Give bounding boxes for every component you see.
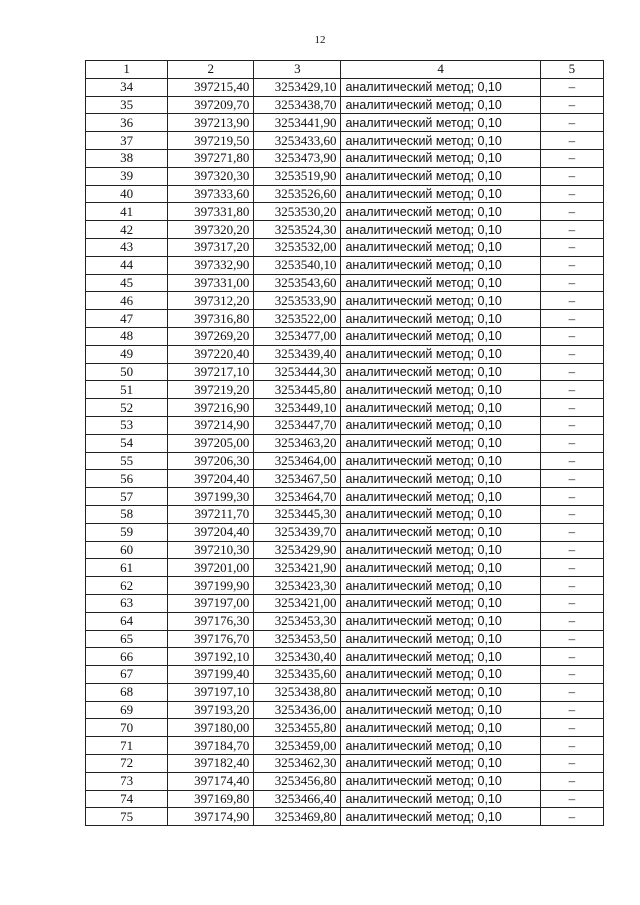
x-coordinate-cell: 397176,70	[168, 630, 254, 648]
method-accuracy-cell: аналитический метод; 0,10	[341, 399, 540, 417]
method-accuracy-cell: аналитический метод; 0,10	[341, 327, 540, 345]
note-cell: –	[540, 310, 603, 328]
note-cell: –	[540, 114, 603, 132]
point-number-cell: 73	[86, 772, 168, 790]
table-row	[86, 256, 604, 274]
method-accuracy-cell: аналитический метод; 0,10	[341, 523, 540, 541]
point-number-cell: 43	[86, 238, 168, 256]
table-row	[86, 577, 604, 595]
x-coordinate-cell: 397169,80	[168, 790, 254, 808]
y-coordinate-cell: 3253429,10	[254, 78, 341, 96]
table-row	[86, 345, 604, 363]
table-row	[86, 737, 604, 755]
note-cell: –	[540, 772, 603, 790]
method-accuracy-cell: аналитический метод; 0,10	[341, 737, 540, 755]
y-coordinate-cell: 3253519,90	[254, 167, 341, 185]
point-number-cell: 39	[86, 167, 168, 185]
point-number-cell: 53	[86, 416, 168, 434]
method-accuracy-cell: аналитический метод; 0,10	[341, 790, 540, 808]
note-cell: –	[540, 452, 603, 470]
point-number-cell: 65	[86, 630, 168, 648]
table-row	[86, 612, 604, 630]
point-number-cell: 69	[86, 701, 168, 719]
table-row	[86, 114, 604, 132]
y-coordinate-cell: 3253533,90	[254, 292, 341, 310]
x-coordinate-cell: 397206,30	[168, 452, 254, 470]
note-cell: –	[540, 755, 603, 773]
y-coordinate-cell: 3253540,10	[254, 256, 341, 274]
table-row	[86, 167, 604, 185]
y-coordinate-cell: 3253423,30	[254, 577, 341, 595]
method-accuracy-cell: аналитический метод; 0,10	[341, 434, 540, 452]
x-coordinate-cell: 397213,90	[168, 114, 254, 132]
note-cell: –	[540, 630, 603, 648]
note-cell: –	[540, 505, 603, 523]
method-accuracy-cell: аналитический метод; 0,10	[341, 149, 540, 167]
y-coordinate-cell: 3253441,90	[254, 114, 341, 132]
note-cell: –	[540, 790, 603, 808]
table-row	[86, 683, 604, 701]
table-row	[86, 648, 604, 666]
note-cell: –	[540, 203, 603, 221]
method-accuracy-cell: аналитический метод; 0,10	[341, 701, 540, 719]
point-number-cell: 64	[86, 612, 168, 630]
note-cell: –	[540, 381, 603, 399]
point-number-cell: 48	[86, 327, 168, 345]
x-coordinate-cell: 397332,90	[168, 256, 254, 274]
point-number-cell: 70	[86, 719, 168, 737]
point-number-cell: 75	[86, 808, 168, 826]
table-header	[86, 61, 604, 79]
x-coordinate-cell: 397269,20	[168, 327, 254, 345]
point-number-cell: 34	[86, 78, 168, 96]
method-accuracy-cell: аналитический метод; 0,10	[341, 755, 540, 773]
table-row	[86, 488, 604, 506]
x-coordinate-cell: 397192,10	[168, 648, 254, 666]
method-accuracy-cell: аналитический метод; 0,10	[341, 541, 540, 559]
note-cell: –	[540, 327, 603, 345]
point-number-cell: 36	[86, 114, 168, 132]
table-row	[86, 149, 604, 167]
y-coordinate-cell: 3253530,20	[254, 203, 341, 221]
x-coordinate-cell: 397214,90	[168, 416, 254, 434]
point-number-cell: 51	[86, 381, 168, 399]
column-header-5: 5	[540, 61, 603, 79]
table-row	[86, 630, 604, 648]
x-coordinate-cell: 397199,90	[168, 577, 254, 595]
y-coordinate-cell: 3253543,60	[254, 274, 341, 292]
note-cell: –	[540, 737, 603, 755]
table-row	[86, 452, 604, 470]
x-coordinate-cell: 397197,00	[168, 594, 254, 612]
note-cell: –	[540, 612, 603, 630]
method-accuracy-cell: аналитический метод; 0,10	[341, 719, 540, 737]
y-coordinate-cell: 3253438,80	[254, 683, 341, 701]
table-row	[86, 363, 604, 381]
x-coordinate-cell: 397197,10	[168, 683, 254, 701]
note-cell: –	[540, 238, 603, 256]
method-accuracy-cell: аналитический метод; 0,10	[341, 185, 540, 203]
y-coordinate-cell: 3253429,90	[254, 541, 341, 559]
method-accuracy-cell: аналитический метод; 0,10	[341, 78, 540, 96]
y-coordinate-cell: 3253463,20	[254, 434, 341, 452]
y-coordinate-cell: 3253466,40	[254, 790, 341, 808]
table-row	[86, 132, 604, 150]
y-coordinate-cell: 3253455,80	[254, 719, 341, 737]
method-accuracy-cell: аналитический метод; 0,10	[341, 345, 540, 363]
table-row	[86, 310, 604, 328]
x-coordinate-cell: 397182,40	[168, 755, 254, 773]
y-coordinate-cell: 3253445,80	[254, 381, 341, 399]
table-row	[86, 666, 604, 684]
note-cell: –	[540, 541, 603, 559]
point-number-cell: 66	[86, 648, 168, 666]
note-cell: –	[540, 577, 603, 595]
table-row	[86, 505, 604, 523]
point-number-cell: 55	[86, 452, 168, 470]
table-row	[86, 772, 604, 790]
table-row	[86, 203, 604, 221]
table-row	[86, 292, 604, 310]
coordinates-table	[85, 60, 604, 826]
y-coordinate-cell: 3253524,30	[254, 221, 341, 239]
y-coordinate-cell: 3253430,40	[254, 648, 341, 666]
table-row	[86, 790, 604, 808]
table-row	[86, 594, 604, 612]
y-coordinate-cell: 3253444,30	[254, 363, 341, 381]
note-cell: –	[540, 399, 603, 417]
page-number: 12	[314, 34, 326, 46]
note-cell: –	[540, 345, 603, 363]
method-accuracy-cell: аналитический метод; 0,10	[341, 559, 540, 577]
method-accuracy-cell: аналитический метод; 0,10	[341, 488, 540, 506]
x-coordinate-cell: 397316,80	[168, 310, 254, 328]
point-number-cell: 45	[86, 274, 168, 292]
y-coordinate-cell: 3253453,30	[254, 612, 341, 630]
y-coordinate-cell: 3253447,70	[254, 416, 341, 434]
method-accuracy-cell: аналитический метод; 0,10	[341, 772, 540, 790]
point-number-cell: 72	[86, 755, 168, 773]
y-coordinate-cell: 3253473,90	[254, 149, 341, 167]
y-coordinate-cell: 3253445,30	[254, 505, 341, 523]
point-number-cell: 40	[86, 185, 168, 203]
x-coordinate-cell: 397215,40	[168, 78, 254, 96]
y-coordinate-cell: 3253532,00	[254, 238, 341, 256]
note-cell: –	[540, 594, 603, 612]
y-coordinate-cell: 3253438,70	[254, 96, 341, 114]
y-coordinate-cell: 3253526,60	[254, 185, 341, 203]
y-coordinate-cell: 3253459,00	[254, 737, 341, 755]
x-coordinate-cell: 397199,40	[168, 666, 254, 684]
note-cell: –	[540, 292, 603, 310]
note-cell: –	[540, 132, 603, 150]
note-cell: –	[540, 434, 603, 452]
point-number-cell: 50	[86, 363, 168, 381]
note-cell: –	[540, 488, 603, 506]
x-coordinate-cell: 397211,70	[168, 505, 254, 523]
table-row	[86, 238, 604, 256]
note-cell: –	[540, 470, 603, 488]
x-coordinate-cell: 397317,20	[168, 238, 254, 256]
point-number-cell: 60	[86, 541, 168, 559]
point-number-cell: 68	[86, 683, 168, 701]
point-number-cell: 44	[86, 256, 168, 274]
table-row	[86, 221, 604, 239]
point-number-cell: 38	[86, 149, 168, 167]
note-cell: –	[540, 221, 603, 239]
x-coordinate-cell: 397184,70	[168, 737, 254, 755]
y-coordinate-cell: 3253453,50	[254, 630, 341, 648]
column-header-3: 3	[254, 61, 341, 79]
method-accuracy-cell: аналитический метод; 0,10	[341, 630, 540, 648]
point-number-cell: 37	[86, 132, 168, 150]
point-number-cell: 74	[86, 790, 168, 808]
method-accuracy-cell: аналитический метод; 0,10	[341, 167, 540, 185]
method-accuracy-cell: аналитический метод; 0,10	[341, 648, 540, 666]
method-accuracy-cell: аналитический метод; 0,10	[341, 452, 540, 470]
y-coordinate-cell: 3253456,80	[254, 772, 341, 790]
method-accuracy-cell: аналитический метод; 0,10	[341, 505, 540, 523]
table-row	[86, 719, 604, 737]
x-coordinate-cell: 397199,30	[168, 488, 254, 506]
note-cell: –	[540, 363, 603, 381]
table-row	[86, 755, 604, 773]
point-number-cell: 46	[86, 292, 168, 310]
point-number-cell: 62	[86, 577, 168, 595]
point-number-cell: 49	[86, 345, 168, 363]
y-coordinate-cell: 3253421,00	[254, 594, 341, 612]
x-coordinate-cell: 397217,10	[168, 363, 254, 381]
note-cell: –	[540, 701, 603, 719]
table-row	[86, 808, 604, 826]
table-row	[86, 78, 604, 96]
table-row	[86, 523, 604, 541]
table-body	[86, 78, 604, 825]
note-cell: –	[540, 523, 603, 541]
note-cell: –	[540, 559, 603, 577]
x-coordinate-cell: 397204,40	[168, 523, 254, 541]
y-coordinate-cell: 3253433,60	[254, 132, 341, 150]
method-accuracy-cell: аналитический метод; 0,10	[341, 363, 540, 381]
note-cell: –	[540, 78, 603, 96]
y-coordinate-cell: 3253477,00	[254, 327, 341, 345]
point-number-cell: 71	[86, 737, 168, 755]
table-row	[86, 381, 604, 399]
table-row	[86, 327, 604, 345]
x-coordinate-cell: 397219,50	[168, 132, 254, 150]
method-accuracy-cell: аналитический метод; 0,10	[341, 96, 540, 114]
table-row	[86, 185, 604, 203]
note-cell: –	[540, 149, 603, 167]
y-coordinate-cell: 3253464,00	[254, 452, 341, 470]
y-coordinate-cell: 3253439,70	[254, 523, 341, 541]
x-coordinate-cell: 397193,20	[168, 701, 254, 719]
point-number-cell: 52	[86, 399, 168, 417]
method-accuracy-cell: аналитический метод; 0,10	[341, 416, 540, 434]
note-cell: –	[540, 719, 603, 737]
x-coordinate-cell: 397201,00	[168, 559, 254, 577]
method-accuracy-cell: аналитический метод; 0,10	[341, 221, 540, 239]
y-coordinate-cell: 3253467,50	[254, 470, 341, 488]
method-accuracy-cell: аналитический метод; 0,10	[341, 666, 540, 684]
x-coordinate-cell: 397271,80	[168, 149, 254, 167]
method-accuracy-cell: аналитический метод; 0,10	[341, 612, 540, 630]
table-row	[86, 470, 604, 488]
table-row	[86, 96, 604, 114]
x-coordinate-cell: 397209,70	[168, 96, 254, 114]
point-number-cell: 35	[86, 96, 168, 114]
table-row	[86, 399, 604, 417]
x-coordinate-cell: 397219,20	[168, 381, 254, 399]
method-accuracy-cell: аналитический метод; 0,10	[341, 274, 540, 292]
y-coordinate-cell: 3253439,40	[254, 345, 341, 363]
point-number-cell: 56	[86, 470, 168, 488]
note-cell: –	[540, 648, 603, 666]
note-cell: –	[540, 416, 603, 434]
table-row	[86, 434, 604, 452]
y-coordinate-cell: 3253435,60	[254, 666, 341, 684]
note-cell: –	[540, 683, 603, 701]
method-accuracy-cell: аналитический метод; 0,10	[341, 203, 540, 221]
y-coordinate-cell: 3253522,00	[254, 310, 341, 328]
method-accuracy-cell: аналитический метод; 0,10	[341, 256, 540, 274]
x-coordinate-cell: 397320,20	[168, 221, 254, 239]
x-coordinate-cell: 397174,40	[168, 772, 254, 790]
point-number-cell: 61	[86, 559, 168, 577]
table-row	[86, 701, 604, 719]
point-number-cell: 42	[86, 221, 168, 239]
header-row	[86, 61, 604, 79]
point-number-cell: 67	[86, 666, 168, 684]
note-cell: –	[540, 185, 603, 203]
x-coordinate-cell: 397176,30	[168, 612, 254, 630]
table-row	[86, 559, 604, 577]
point-number-cell: 63	[86, 594, 168, 612]
x-coordinate-cell: 397333,60	[168, 185, 254, 203]
method-accuracy-cell: аналитический метод; 0,10	[341, 114, 540, 132]
x-coordinate-cell: 397312,20	[168, 292, 254, 310]
x-coordinate-cell: 397331,80	[168, 203, 254, 221]
method-accuracy-cell: аналитический метод; 0,10	[341, 808, 540, 826]
method-accuracy-cell: аналитический метод; 0,10	[341, 470, 540, 488]
note-cell: –	[540, 256, 603, 274]
method-accuracy-cell: аналитический метод; 0,10	[341, 683, 540, 701]
point-number-cell: 54	[86, 434, 168, 452]
method-accuracy-cell: аналитический метод; 0,10	[341, 132, 540, 150]
method-accuracy-cell: аналитический метод; 0,10	[341, 381, 540, 399]
method-accuracy-cell: аналитический метод; 0,10	[341, 292, 540, 310]
x-coordinate-cell: 397204,40	[168, 470, 254, 488]
note-cell: –	[540, 274, 603, 292]
x-coordinate-cell: 397320,30	[168, 167, 254, 185]
x-coordinate-cell: 397216,90	[168, 399, 254, 417]
method-accuracy-cell: аналитический метод; 0,10	[341, 310, 540, 328]
column-header-1: 1	[86, 61, 168, 79]
y-coordinate-cell: 3253421,90	[254, 559, 341, 577]
point-number-cell: 59	[86, 523, 168, 541]
method-accuracy-cell: аналитический метод; 0,10	[341, 577, 540, 595]
x-coordinate-cell: 397180,00	[168, 719, 254, 737]
x-coordinate-cell: 397174,90	[168, 808, 254, 826]
x-coordinate-cell: 397210,30	[168, 541, 254, 559]
point-number-cell: 58	[86, 505, 168, 523]
x-coordinate-cell: 397331,00	[168, 274, 254, 292]
column-header-2: 2	[168, 61, 254, 79]
column-header-4: 4	[341, 61, 540, 79]
x-coordinate-cell: 397220,40	[168, 345, 254, 363]
note-cell: –	[540, 808, 603, 826]
x-coordinate-cell: 397205,00	[168, 434, 254, 452]
method-accuracy-cell: аналитический метод; 0,10	[341, 594, 540, 612]
y-coordinate-cell: 3253436,00	[254, 701, 341, 719]
table-row	[86, 541, 604, 559]
y-coordinate-cell: 3253469,80	[254, 808, 341, 826]
note-cell: –	[540, 666, 603, 684]
note-cell: –	[540, 167, 603, 185]
note-cell: –	[540, 96, 603, 114]
table-row	[86, 416, 604, 434]
table-row	[86, 274, 604, 292]
y-coordinate-cell: 3253464,70	[254, 488, 341, 506]
point-number-cell: 41	[86, 203, 168, 221]
point-number-cell: 57	[86, 488, 168, 506]
point-number-cell: 47	[86, 310, 168, 328]
y-coordinate-cell: 3253462,30	[254, 755, 341, 773]
y-coordinate-cell: 3253449,10	[254, 399, 341, 417]
method-accuracy-cell: аналитический метод; 0,10	[341, 238, 540, 256]
